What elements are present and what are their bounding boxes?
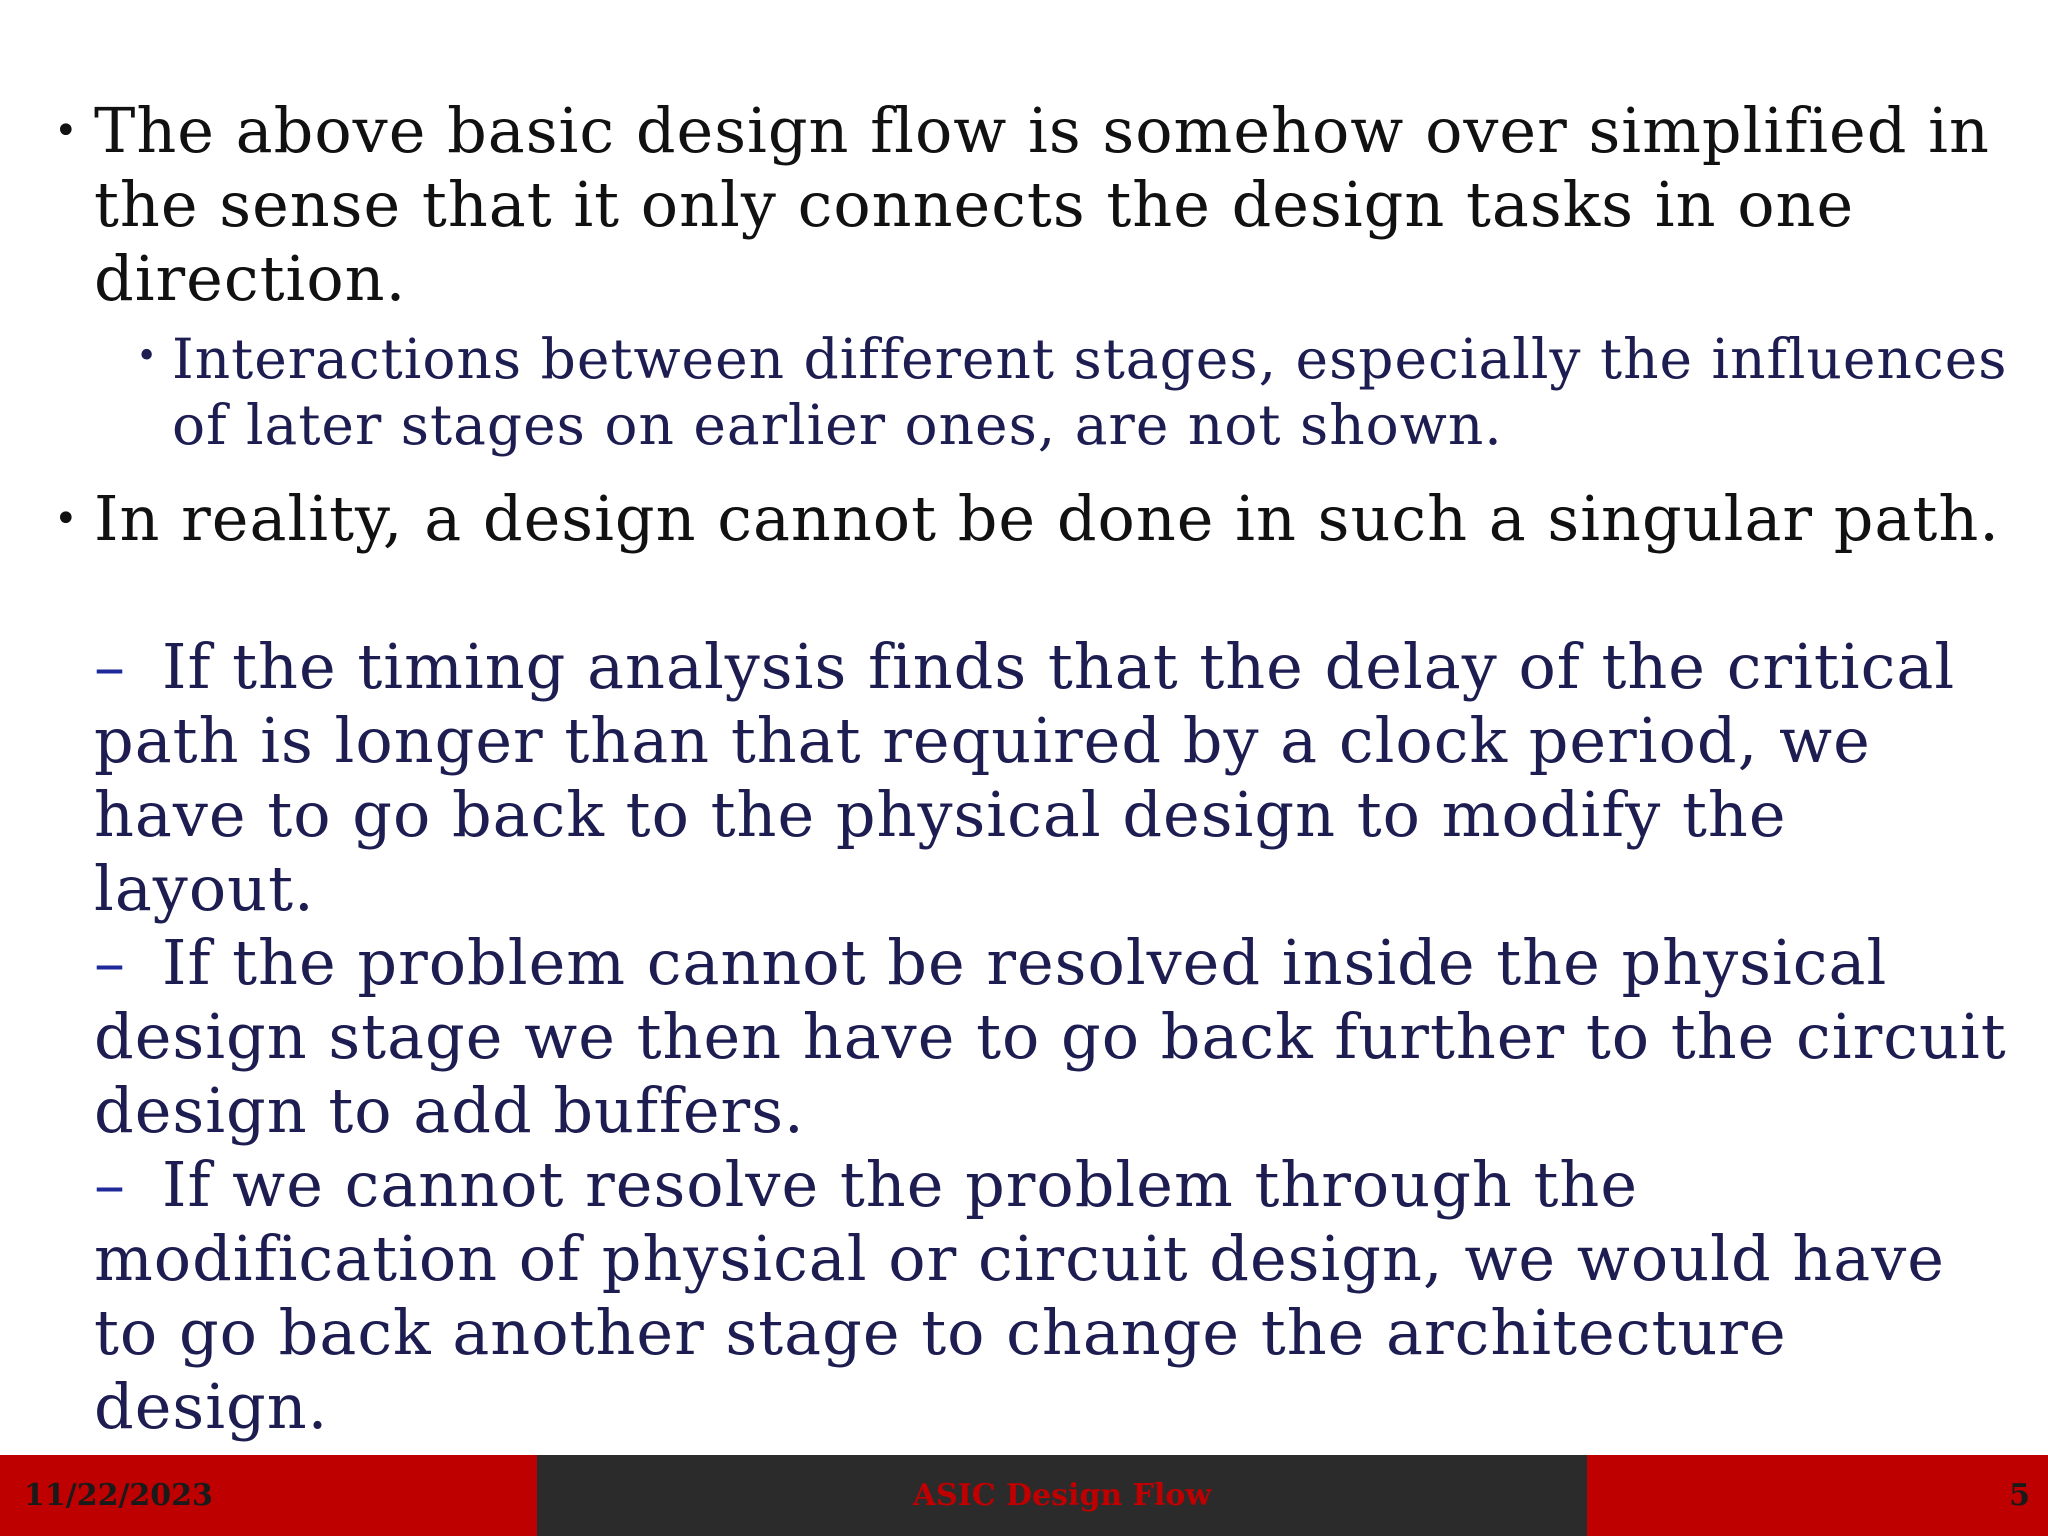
footer-date: 11/22/2023	[0, 1455, 537, 1536]
bullet-2-text: In reality, a design cannot be done in such a singular path.	[94, 482, 2000, 555]
footer-page-number: 5	[1587, 1455, 2048, 1536]
sub-bullet-1	[136, 326, 2022, 458]
dash-marker: –	[94, 926, 126, 999]
dash-item-3	[94, 1148, 2024, 1444]
dash-marker: –	[94, 1148, 126, 1221]
dash-item-1-text: If the timing analysis finds that the delay of the critical path is longer than that required by a clock period, we have to go back to the physical design to modify the layout.	[94, 630, 1956, 925]
dash-item-2-text: If the problem cannot be resolved inside the physical design stage we then have to go back further to the circuit design to add buffers.	[94, 926, 2007, 1147]
slide-footer	[0, 1455, 2048, 1536]
bullet-1-text: The above basic design flow is somehow over simplified in the sense that it only connects the design tasks in one direction.	[94, 94, 1990, 315]
sub-bullet-1-text: Interactions between different stages, especially the influences of later stages on earlier ones, are not shown.	[172, 327, 2008, 457]
dash-item-2	[94, 926, 2024, 1148]
bullet-marker: •	[54, 108, 79, 154]
dash-marker: –	[94, 630, 126, 703]
sub-bullet-marker: •	[136, 336, 159, 377]
footer-title: ASIC Design Flow	[537, 1455, 1587, 1536]
dash-item-1	[94, 630, 2024, 926]
bullet-marker: •	[54, 496, 79, 542]
dash-item-3-text: If we cannot resolve the problem through the modification of physical or circuit design, we would have to go back another stage to change the architecture design.	[94, 1148, 1945, 1443]
bullet-2	[54, 482, 2024, 556]
bullet-1	[54, 94, 2024, 316]
